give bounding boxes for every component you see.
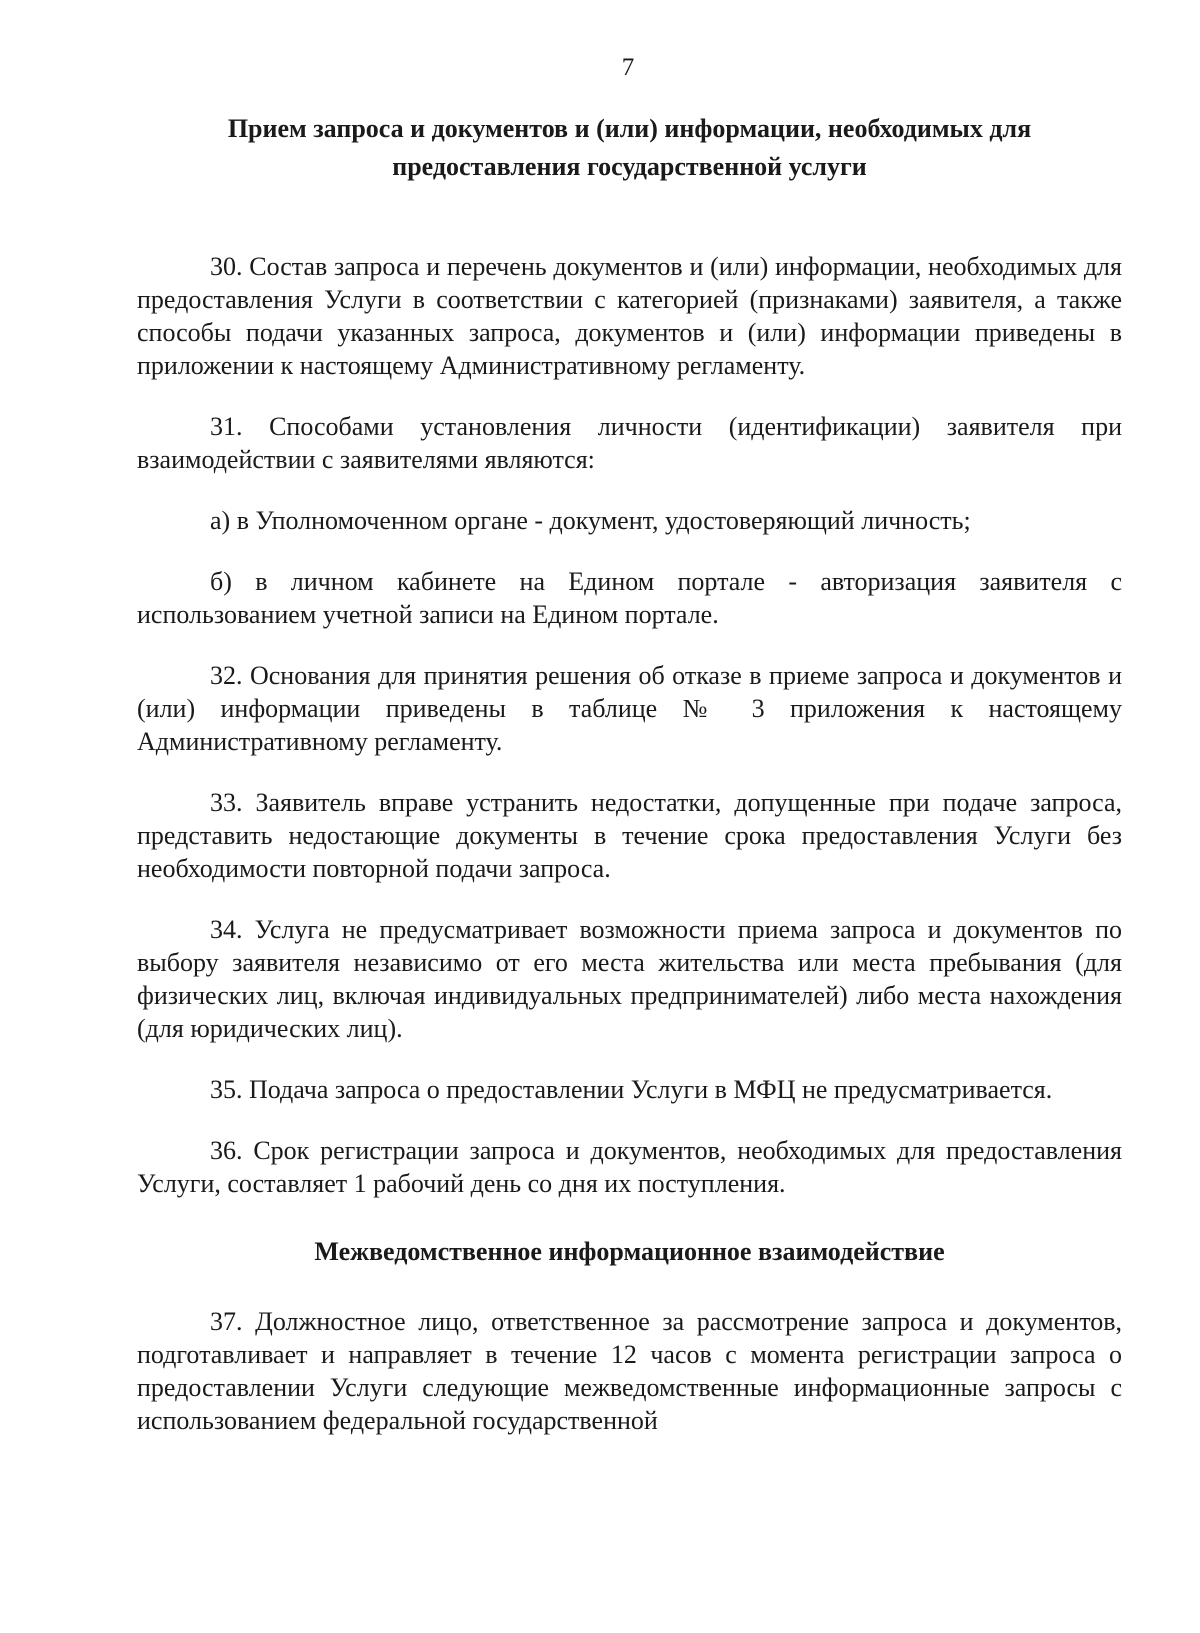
page-number: 7 bbox=[621, 54, 635, 81]
paragraph-36: 36. Срок регистрации запроса и документов, необходимых для предоставления Услуги, составляет 1 рабочий день со дня их поступления. bbox=[137, 1136, 1122, 1198]
paragraph-31: 31. Способами установления личности (идентификации) заявителя при взаимодействии с заявителями являются: bbox=[137, 412, 1122, 474]
paragraph-30: 30. Состав запроса и перечень документов и (или) информации, необходимых для предоставления Услуги в соответствии с категорией (признаками) заявителя, а также способы подачи указанных запроса, документов и (или) информации приведены в приложении к настоящему Административному регламенту. bbox=[137, 252, 1122, 380]
document-body bbox=[137, 110, 1122, 1437]
subsection-heading: Межведомственное информационное взаимодействие bbox=[314, 1237, 945, 1266]
section-heading: Прием запроса и документов и (или) информации, необходимых для предоставления государственной услуги bbox=[227, 114, 1032, 181]
paragraph-34: 34. Услуга не предусматривает возможности приема запроса и документов по выбору заявителя независимо от его места жительства или места пребывания (для физических лиц, включая индивидуальных предпринимателей) либо места нахождения (для юридических лиц). bbox=[137, 915, 1122, 1043]
paragraph-32: 32. Основания для принятия решения об отказе в приеме запроса и документов и (или) информации приведены в таблице № 3 приложения к настоящему Административному регламенту. bbox=[137, 661, 1122, 756]
paragraph-35: 35. Подача запроса о предоставлении Услуги в МФЦ не предусматривается. bbox=[210, 1075, 1053, 1104]
paragraph-33: 33. Заявитель вправе устранить недостатки, допущенные при подаче запроса, представить недостающие документы в течение срока предоставления Услуги без необходимости повторной подачи запроса. bbox=[137, 788, 1122, 883]
paragraph-31-item-a: а) в Уполномоченном органе - документ, удостоверяющий личность; bbox=[210, 506, 971, 535]
paragraph-31-item-b: б) в личном кабинете на Едином портале - авторизация заявителя с использованием учетной записи на Едином портале. bbox=[137, 567, 1122, 629]
paragraph-37: 37. Должностное лицо, ответственное за рассмотрение запроса и документов, подготавливает и направляет в течение 12 часов с момента регистрации запроса о предоставлении Услуги следующие межведомственные информационные запросы с использованием федеральной государственной bbox=[137, 1307, 1122, 1435]
